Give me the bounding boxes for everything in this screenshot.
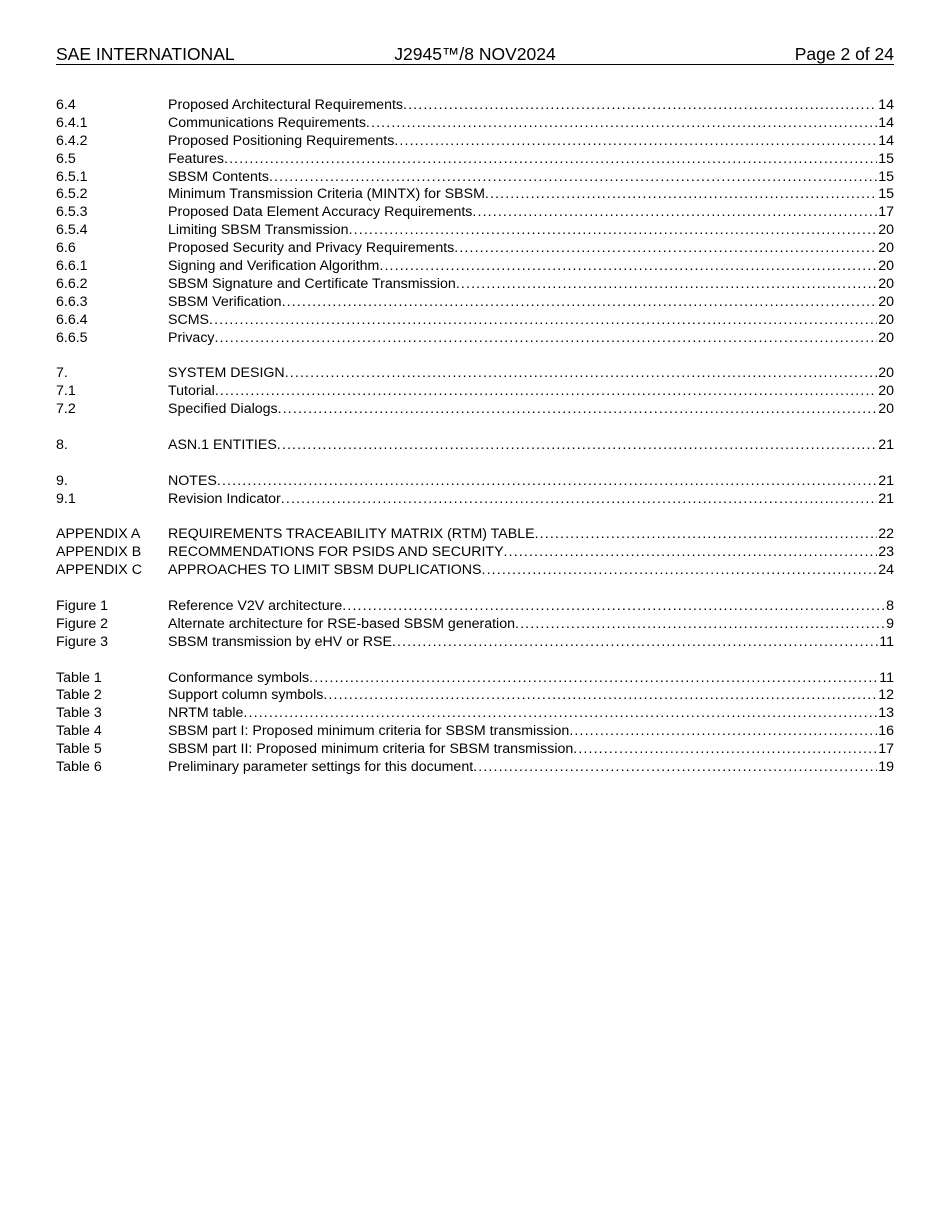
toc-entry[interactable] — [56, 491, 894, 509]
toc-entry-page[interactable]: 20 — [878, 222, 894, 239]
dot-leader — [285, 365, 878, 383]
toc-entry[interactable] — [56, 222, 894, 240]
toc-entry[interactable] — [56, 276, 894, 294]
toc-entry-line — [168, 598, 894, 616]
toc-entry[interactable] — [56, 705, 894, 723]
toc-entry-page[interactable]: 11 — [879, 669, 894, 686]
toc-entry-title[interactable]: Features — [168, 150, 224, 167]
toc-entry-page[interactable]: 14 — [878, 114, 894, 131]
toc-entry-page[interactable]: 20 — [878, 401, 894, 418]
toc-entry-title[interactable]: SBSM transmission by eHV or RSE — [168, 633, 392, 650]
toc-entry-title[interactable]: Preliminary parameter settings for this document — [168, 758, 474, 775]
toc-entry-title[interactable]: Reference V2V architecture — [168, 597, 343, 614]
dot-leader — [403, 97, 877, 115]
toc-entry[interactable] — [56, 687, 894, 705]
dot-leader — [379, 258, 877, 276]
toc-entry-page[interactable]: 16 — [878, 723, 894, 740]
toc-entry-line — [168, 526, 894, 544]
toc-entry-number: 9.1 — [56, 490, 76, 507]
toc-entry[interactable] — [56, 383, 894, 401]
dot-leader — [269, 169, 877, 187]
toc-entry-title[interactable]: SBSM Signature and Certificate Transmission — [168, 275, 456, 292]
toc-entry-page[interactable]: 20 — [878, 240, 894, 257]
toc-entry-title[interactable]: Specified Dialogs — [168, 401, 278, 418]
toc-entry-number: Table 3 — [56, 705, 102, 722]
dot-leader — [243, 705, 877, 723]
toc-entry[interactable] — [56, 670, 894, 688]
dot-leader — [209, 312, 877, 330]
toc-entry-number: 6.4.1 — [56, 114, 88, 131]
toc-entry-page[interactable]: 8 — [886, 597, 894, 614]
toc-entry-line — [168, 544, 894, 562]
toc-entry[interactable] — [56, 544, 894, 562]
dot-leader — [573, 741, 877, 759]
toc-entry[interactable] — [56, 330, 894, 348]
toc-entry-number: 6.6 — [56, 240, 76, 257]
toc-entry-title[interactable]: Minimum Transmission Criteria (MINTX) for SBSM — [168, 186, 485, 203]
toc-entry-line — [168, 294, 894, 312]
dot-leader — [392, 634, 878, 652]
toc-entry-number: 6.5.1 — [56, 168, 88, 185]
dot-leader — [569, 723, 877, 741]
toc-entry-page[interactable]: 20 — [878, 275, 894, 292]
toc-entry-line — [168, 616, 894, 634]
toc-entry[interactable] — [56, 723, 894, 741]
toc-entry-page[interactable]: 22 — [878, 526, 894, 543]
dot-leader — [454, 240, 877, 258]
toc-entry-page[interactable]: 20 — [878, 293, 894, 310]
toc-entry-page[interactable]: 11 — [879, 633, 894, 650]
toc-entry-number: APPENDIX A — [56, 526, 141, 543]
toc-entry-title[interactable]: SBSM part II: Proposed minimum criteria for SBSM transmission — [168, 741, 574, 758]
toc-entry[interactable] — [56, 240, 894, 258]
toc-entry-page[interactable]: 20 — [878, 365, 894, 382]
toc-entry-title[interactable]: Limiting SBSM Transmission — [168, 222, 349, 239]
toc-entry-line — [168, 723, 894, 741]
toc-entry[interactable] — [56, 562, 894, 580]
dot-leader — [342, 598, 885, 616]
toc-entry-page[interactable]: 15 — [878, 186, 894, 203]
toc-entry[interactable] — [56, 437, 894, 455]
toc-entry[interactable] — [56, 169, 894, 187]
toc-entry-line — [168, 312, 894, 330]
toc-entry[interactable] — [56, 401, 894, 419]
toc-entry-title[interactable]: Privacy — [168, 329, 215, 346]
toc-entry-number: 6.6.3 — [56, 293, 88, 310]
dot-leader — [281, 491, 877, 509]
toc-entry-title[interactable]: APPROACHES TO LIMIT SBSM DUPLICATIONS — [168, 562, 482, 579]
toc-entry-number: 6.4.2 — [56, 132, 88, 149]
toc-entry[interactable] — [56, 759, 894, 777]
dot-leader — [224, 151, 877, 169]
toc-entry-number: 7. — [56, 365, 68, 382]
toc-group — [56, 598, 894, 652]
toc-entry-page[interactable]: 14 — [878, 97, 894, 113]
toc-entry-page[interactable]: 12 — [878, 687, 894, 704]
toc-entry-line — [168, 169, 894, 187]
toc-entry-line — [168, 562, 894, 580]
toc-entry-line — [168, 276, 894, 294]
toc-group — [56, 670, 894, 777]
toc-entry-number: 6.6.4 — [56, 311, 88, 328]
toc-entry-title[interactable]: NOTES — [168, 472, 217, 489]
dot-leader — [277, 437, 877, 455]
toc-entry-line — [168, 258, 894, 276]
dot-leader — [515, 616, 885, 634]
toc-entry-title[interactable]: SBSM part I: Proposed minimum criteria for SBSM transmission — [168, 723, 570, 740]
toc-entry-title[interactable]: SCMS — [168, 311, 209, 328]
toc-entry-title[interactable]: REQUIREMENTS TRACEABILITY MATRIX (RTM) TABLE — [168, 526, 535, 543]
dot-leader — [482, 562, 878, 580]
toc-entry[interactable] — [56, 97, 894, 115]
dot-leader — [215, 383, 877, 401]
toc-entry-number: Table 5 — [56, 741, 102, 758]
toc-group — [56, 473, 894, 509]
toc-entry-title[interactable]: Proposed Positioning Requirements — [168, 132, 395, 149]
toc-entry-line — [168, 222, 894, 240]
toc-entry-line — [168, 204, 894, 222]
toc-entry-number: APPENDIX C — [56, 562, 142, 579]
toc-entry-number: APPENDIX B — [56, 544, 142, 561]
toc-entry-number: Figure 1 — [56, 597, 109, 614]
toc-entry[interactable] — [56, 616, 894, 634]
toc-entry-title[interactable]: SBSM Verification — [168, 293, 282, 310]
toc-entry[interactable] — [56, 186, 894, 204]
dot-leader — [485, 186, 877, 204]
toc-entry-line — [168, 151, 894, 169]
dot-leader — [366, 115, 877, 133]
toc-entry[interactable] — [56, 133, 894, 151]
dot-leader — [309, 670, 878, 688]
toc-entry-title[interactable]: RECOMMENDATIONS FOR PSIDS AND SECURITY — [168, 544, 504, 561]
toc-entry-page[interactable]: 13 — [878, 705, 894, 722]
toc-entry-page[interactable]: 20 — [878, 329, 894, 346]
toc-entry-page[interactable]: 24 — [878, 562, 894, 579]
toc-entry-line — [168, 670, 894, 688]
toc-entry-title[interactable]: Proposed Data Element Accuracy Requirements — [168, 204, 473, 221]
toc-entry-title[interactable]: SBSM Contents — [168, 168, 269, 185]
toc-entry-line — [168, 741, 894, 759]
dot-leader — [323, 687, 877, 705]
toc-entry-number: Table 1 — [56, 669, 102, 686]
toc-entry-number: 6.6.2 — [56, 275, 88, 292]
toc-entry-title[interactable]: Proposed Architectural Requirements — [168, 97, 404, 113]
toc-entry-page[interactable]: 20 — [878, 258, 894, 275]
toc-entry-title[interactable]: Communications Requirements — [168, 114, 366, 131]
toc-entry-page[interactable]: 21 — [878, 472, 894, 489]
dot-leader — [456, 276, 877, 294]
toc-entry-page[interactable]: 14 — [878, 132, 894, 149]
toc-entry-page[interactable]: 15 — [878, 168, 894, 185]
page-number: Page 2 of 24 — [794, 44, 894, 64]
toc-entry-title[interactable]: Support column symbols — [168, 687, 324, 704]
dot-leader — [217, 473, 877, 491]
toc-entry-number: 6.5.3 — [56, 204, 88, 221]
toc-entry-line — [168, 491, 894, 509]
toc-entry-line — [168, 705, 894, 723]
toc-entry-title[interactable]: SYSTEM DESIGN — [168, 365, 285, 382]
toc-entry-number: 9. — [56, 472, 68, 489]
toc-entry-number: 7.2 — [56, 401, 76, 418]
toc-entry-number: Table 2 — [56, 687, 102, 704]
toc-group — [56, 97, 894, 347]
toc-entry[interactable] — [56, 634, 894, 652]
toc-entry[interactable] — [56, 294, 894, 312]
toc-group — [56, 365, 894, 419]
toc-entry-page[interactable]: 21 — [878, 490, 894, 507]
toc-entry-line — [168, 383, 894, 401]
toc-entry[interactable] — [56, 258, 894, 276]
toc-entry-title[interactable]: ASN.1 ENTITIES — [168, 436, 277, 453]
toc-entry-number: Table 6 — [56, 758, 102, 775]
toc-entry-number: 6.6.5 — [56, 329, 88, 346]
toc-entry-page[interactable]: 21 — [878, 436, 894, 453]
toc-entry[interactable] — [56, 312, 894, 330]
toc-entry-page[interactable]: 17 — [878, 204, 894, 221]
toc-group — [56, 437, 894, 455]
toc-entry-line — [168, 473, 894, 491]
dot-leader — [394, 133, 877, 151]
document-id: J2945™/8 NOV2024 — [394, 44, 556, 64]
toc-entry[interactable] — [56, 741, 894, 759]
toc-entry-page[interactable]: 23 — [878, 544, 894, 561]
toc-entry[interactable] — [56, 598, 894, 616]
dot-leader — [473, 759, 877, 777]
dot-leader — [282, 294, 878, 312]
toc-entry-number: Table 4 — [56, 723, 102, 740]
toc-entry-number: 6.6.1 — [56, 258, 88, 275]
dot-leader — [349, 222, 878, 240]
toc-entry-line — [168, 133, 894, 151]
dot-leader — [472, 204, 877, 222]
toc-entry-line — [168, 186, 894, 204]
toc-entry-number: 6.5.4 — [56, 222, 88, 239]
toc-entry-title[interactable]: Proposed Security and Privacy Requirements — [168, 240, 455, 257]
toc-entry-page[interactable]: 15 — [878, 150, 894, 167]
toc-entry-title[interactable]: Signing and Verification Algorithm — [168, 258, 380, 275]
toc-entry-line — [168, 97, 894, 115]
toc-entry-title[interactable]: Alternate architecture for RSE-based SBSM generation — [168, 615, 515, 632]
toc-entry[interactable] — [56, 151, 894, 169]
toc-entry-number: Figure 2 — [56, 615, 109, 632]
dot-leader — [215, 330, 878, 348]
toc-entry[interactable] — [56, 473, 894, 491]
toc-entry-number: 7.1 — [56, 383, 76, 400]
toc-entry[interactable] — [56, 365, 894, 383]
toc-entry-line — [168, 437, 894, 455]
toc-entry-title[interactable]: Revision Indicator — [168, 490, 281, 507]
toc-entry[interactable] — [56, 204, 894, 222]
toc-entry-number: 6.5.2 — [56, 186, 88, 203]
toc-entry-title[interactable]: NRTM table — [168, 705, 244, 722]
toc-entry-number: 6.5 — [56, 150, 76, 167]
toc-entry-line — [168, 115, 894, 133]
toc-entry-page[interactable]: 9 — [886, 615, 894, 632]
toc-entry-line — [168, 401, 894, 419]
dot-leader — [535, 526, 878, 544]
toc-entry-page[interactable]: 20 — [878, 383, 894, 400]
toc-entry-page[interactable]: 20 — [878, 311, 894, 328]
toc-entry-title[interactable]: Conformance symbols — [168, 669, 310, 686]
toc-entry-page[interactable]: 17 — [878, 741, 894, 758]
toc-entry-line — [168, 330, 894, 348]
toc-entry-number: 8. — [56, 436, 68, 453]
dot-leader — [278, 401, 878, 419]
toc-entry-line — [168, 365, 894, 383]
toc-entry-number: 6.4 — [56, 97, 76, 113]
table-of-contents — [56, 97, 894, 777]
page-header — [56, 44, 894, 65]
organization-name: SAE INTERNATIONAL — [56, 44, 235, 64]
toc-entry-line — [168, 240, 894, 258]
toc-entry-number: Figure 3 — [56, 633, 109, 650]
toc-entry-line — [168, 634, 894, 652]
toc-entry-line — [168, 759, 894, 777]
toc-entry[interactable] — [56, 526, 894, 544]
toc-entry-page[interactable]: 19 — [878, 758, 894, 775]
toc-group — [56, 526, 894, 580]
toc-entry[interactable] — [56, 115, 894, 133]
toc-entry-line — [168, 687, 894, 705]
toc-entry-title[interactable]: Tutorial — [168, 383, 215, 400]
dot-leader — [504, 544, 878, 562]
